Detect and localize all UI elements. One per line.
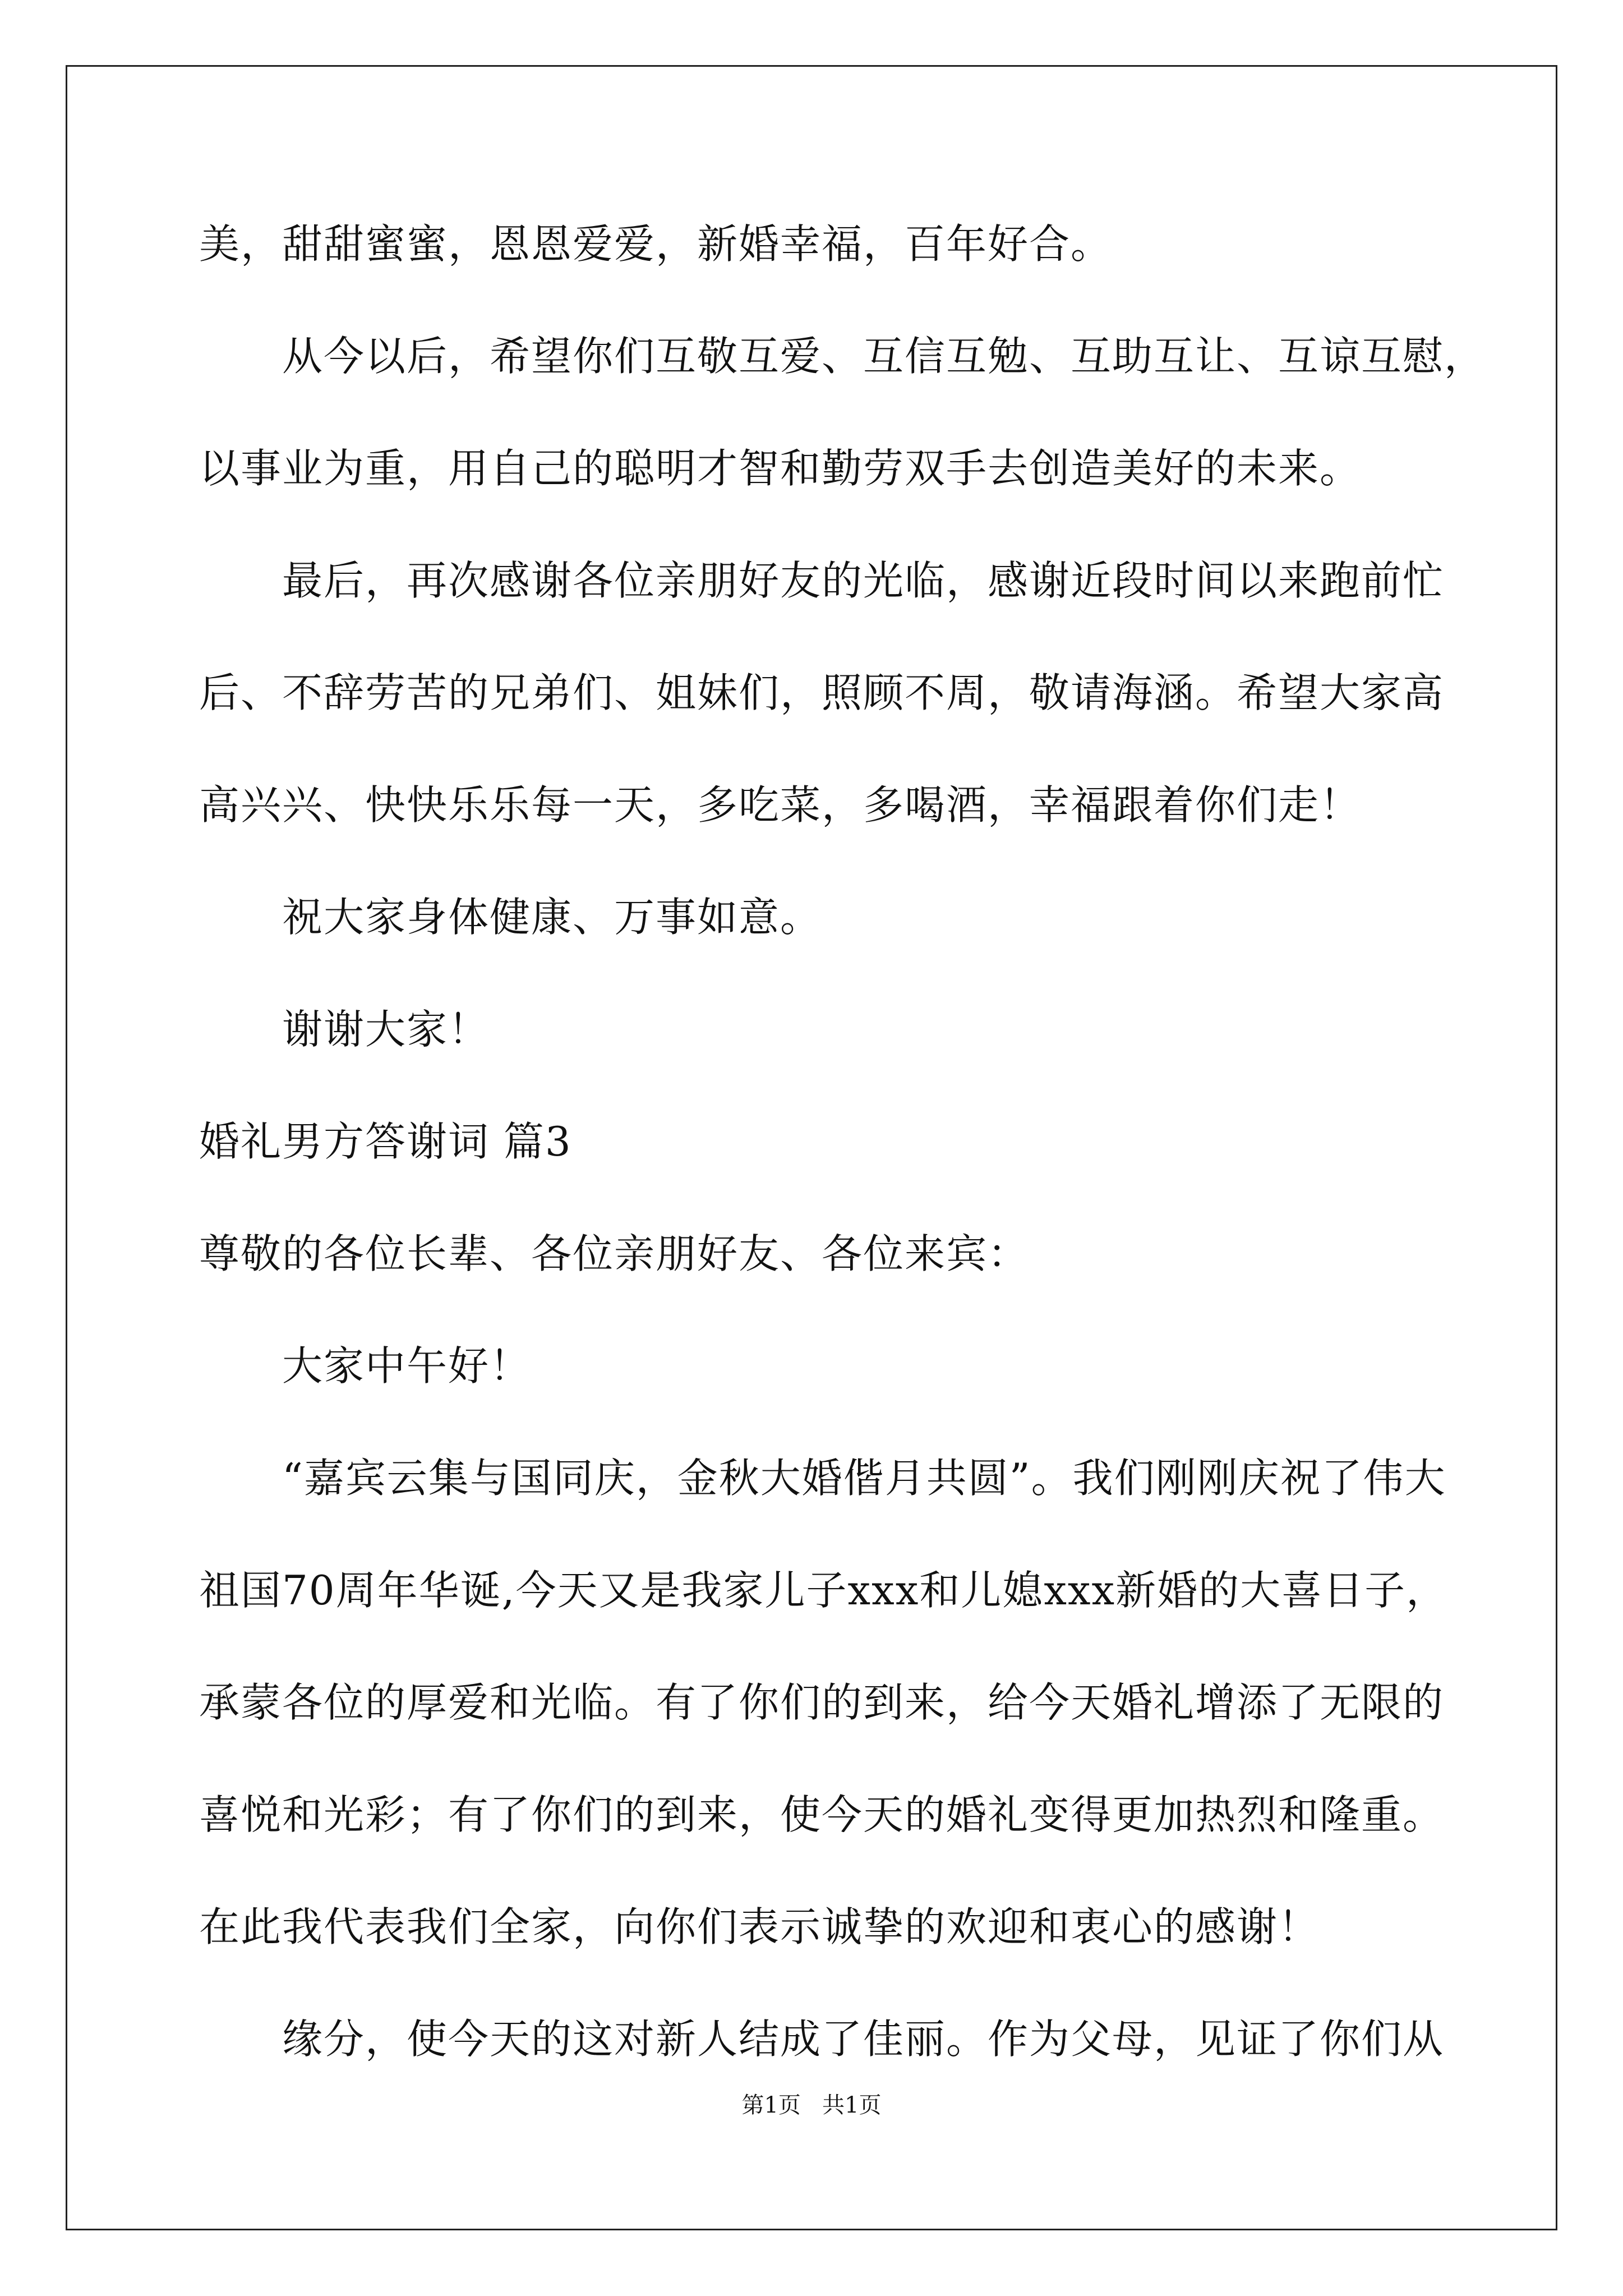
paragraph-line: 祖国70周年华诞,今天又是我家儿子xxx和儿媳xxx新婚的大喜日子， [199, 1567, 1448, 1614]
paragraph-line: 高兴兴、快快乐乐每一天，多吃菜，多喝酒，幸福跟着你们走！ [199, 781, 1362, 829]
paragraph-line: 祝大家身体健康、万事如意。 [282, 894, 822, 941]
section-heading: 婚礼男方答谢词 篇3 [199, 1118, 572, 1165]
paragraph-line: 以事业为重，用自己的聪明才智和勤劳双手去创造美好的未来。 [199, 445, 1362, 492]
paragraph-line: 喜悦和光彩；有了你们的到来，使今天的婚礼变得更加热烈和隆重。 [199, 1791, 1445, 1838]
salutation: 尊敬的各位长辈、各位亲朋好友、各位来宾： [199, 1230, 1030, 1277]
paragraph-line: “嘉宾云集与国同庆，金秋大婚偕月共圆”。我们刚刚庆祝了伟大 [282, 1455, 1446, 1502]
paragraph-line: 缘分，使今天的这对新人结成了佳丽。作为父母，见证了你们从 [282, 2016, 1445, 2063]
paragraph-line: 承蒙各位的厚爱和光临。有了你们的到来，给今天婚礼增添了无限的 [199, 1679, 1445, 1726]
paragraph-line: 大家中午好！ [282, 1342, 532, 1389]
paragraph-line: 从今以后，希望你们互敬互爱、互信互勉、互助互让、互谅互慰， [282, 333, 1486, 380]
paragraph-line: 谢谢大家！ [282, 1006, 490, 1053]
paragraph-line: 在此我代表我们全家，向你们表示诚挚的欢迎和衷心的感谢！ [199, 1903, 1320, 1950]
paragraph-line: 美，甜甜蜜蜜，恩恩爱爱，新婚幸福，百年好合。 [199, 220, 1113, 268]
page-footer: 第1页 共1页 [741, 2092, 882, 2118]
paragraph-line: 后、不辞劳苦的兄弟们、姐妹们，照顾不周，敬请海涵。希望大家高 [199, 669, 1445, 716]
paragraph-line: 最后，再次感谢各位亲朋好友的光临，感谢近段时间以来跑前忙 [282, 557, 1445, 604]
